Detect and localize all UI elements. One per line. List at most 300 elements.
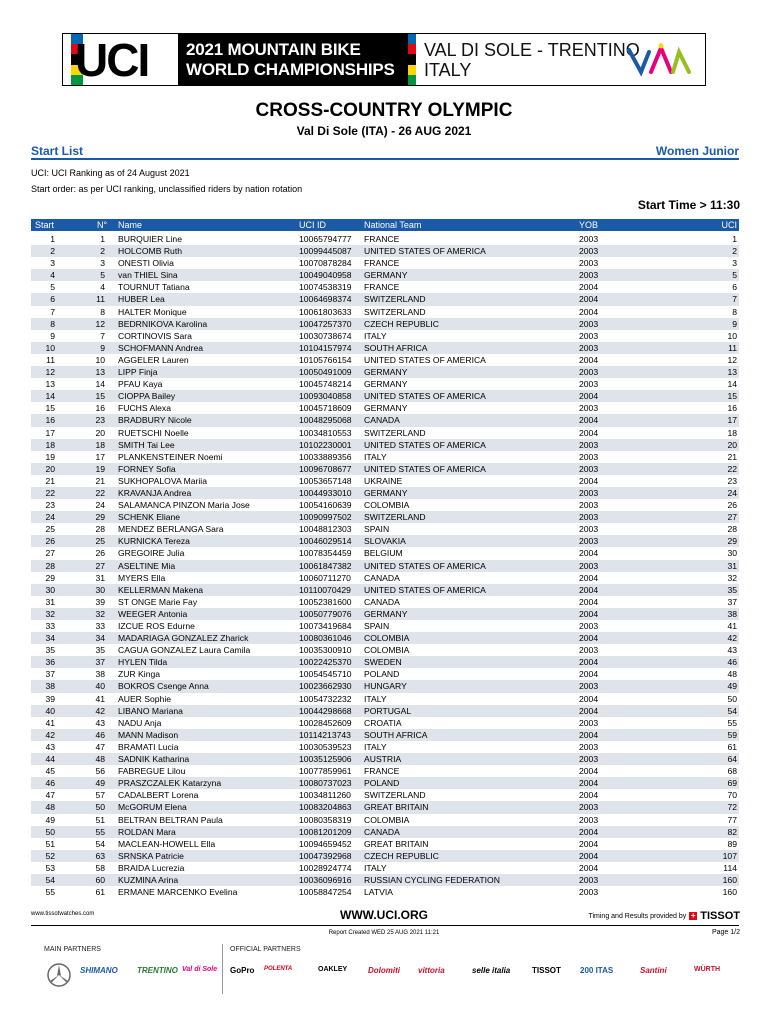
year-of-birth: 2004 <box>579 584 599 595</box>
national-team: CANADA <box>364 826 400 837</box>
national-team: UNITED STATES OF AMERICA <box>364 584 486 595</box>
table-row <box>31 245 739 257</box>
rider-name: MYERS Ella <box>118 572 166 583</box>
bib-number: 57 <box>95 790 105 801</box>
uci-ranking: 20 <box>727 439 737 450</box>
year-of-birth: 2004 <box>579 657 599 668</box>
bib-number: 7 <box>100 330 105 341</box>
partners-divider <box>222 944 223 994</box>
uci-ranking: 15 <box>727 391 737 402</box>
uci-ranking: 6 <box>732 282 737 293</box>
uci-id: 10048812303 <box>299 524 352 535</box>
uci-ranking: 27 <box>727 512 737 523</box>
year-of-birth: 2004 <box>579 391 599 402</box>
start-position: 24 <box>45 512 55 523</box>
bib-number: 42 <box>95 705 105 716</box>
bib-number: 50 <box>95 802 105 813</box>
itas-logo: 200 ITAS <box>580 966 614 975</box>
report-created: Report Created WED 25 AUG 2021 11:21 <box>328 930 440 936</box>
table-row <box>31 402 739 414</box>
year-of-birth: 2004 <box>579 669 599 680</box>
national-team: GERMANY <box>364 270 408 281</box>
uci-id: 10050491009 <box>299 367 352 378</box>
rider-name: MACLEAN-HOWELL Ella <box>118 838 216 849</box>
national-team: ITALY <box>364 741 387 752</box>
start-position: 11 <box>46 354 55 365</box>
table-row <box>31 620 739 632</box>
bib-number: 38 <box>95 669 105 680</box>
table-row <box>31 318 739 330</box>
table-row <box>31 451 739 463</box>
rider-name: HUBER Lea <box>118 294 165 305</box>
rider-name: KELLERMAN Makena <box>118 584 204 595</box>
uci-ranking: 114 <box>723 862 737 873</box>
ranking-note: UCI: UCI Ranking as of 24 August 2021 <box>31 168 190 178</box>
national-team: CZECH REPUBLIC <box>364 318 439 329</box>
uci-id: 10047392968 <box>299 850 352 861</box>
table-row <box>31 608 739 620</box>
bib-number: 46 <box>95 729 105 740</box>
rider-name: FORNEY Sofia <box>118 463 176 474</box>
page-number: Page 1/2 <box>711 929 740 936</box>
year-of-birth: 2004 <box>579 826 599 837</box>
uci-id: 10077859961 <box>299 766 352 777</box>
uci-ranking: 49 <box>727 681 737 692</box>
uci-id: 10105766154 <box>299 354 352 365</box>
rider-name: WEEGER Antonia <box>118 608 188 619</box>
uci-id: 10061803633 <box>299 306 352 317</box>
start-position: 54 <box>45 874 55 885</box>
start-position: 9 <box>50 330 55 341</box>
rider-name: IZCUE ROS Edurne <box>118 621 195 631</box>
bib-number: 1 <box>100 234 105 244</box>
bib-number: 3 <box>100 258 105 269</box>
bib-number: 25 <box>95 536 105 547</box>
bib-number: 43 <box>95 717 105 728</box>
table-row <box>31 777 739 789</box>
santini-logo: Santini <box>640 966 667 975</box>
rider-name: McGORUM Elena <box>118 802 187 813</box>
banner-rainbow-stripes <box>408 34 416 85</box>
uci-id: 10060711270 <box>299 572 351 583</box>
shimano-logo: SHIMANO <box>80 966 118 975</box>
national-team: UNITED STATES OF AMERICA <box>364 463 486 474</box>
year-of-birth: 2004 <box>579 838 599 849</box>
oakley-logo: OAKLEY <box>318 966 348 973</box>
col-yob: YOB <box>579 220 599 230</box>
start-position: 14 <box>45 391 55 402</box>
table-row <box>31 439 739 451</box>
official-partners-label: OFFICIAL PARTNERS <box>230 946 301 953</box>
table-row <box>31 281 739 293</box>
uci-ranking: 23 <box>727 475 737 486</box>
banner-line-1: 2021 MOUNTAIN BIKE <box>186 39 361 59</box>
rider-name: KRAVANJA Andrea <box>118 487 192 498</box>
table-row <box>31 874 739 886</box>
valdisole-logo: Val di Sole <box>182 966 218 973</box>
bib-number: 41 <box>95 693 105 704</box>
year-of-birth: 2003 <box>579 741 599 752</box>
rider-name: ROLDAN Mara <box>118 826 176 837</box>
national-team: COLOMBIA <box>364 500 410 511</box>
rider-name: KUZMINA Arina <box>118 874 179 885</box>
uci-ranking: 5 <box>732 270 737 281</box>
col-name: Name <box>118 220 143 230</box>
start-position: 42 <box>45 729 55 740</box>
national-team: FRANCE <box>364 234 400 244</box>
start-position: 3 <box>50 258 55 269</box>
table-row <box>31 293 739 305</box>
national-team: POLAND <box>364 778 400 789</box>
start-position: 36 <box>45 657 55 668</box>
national-team: SPAIN <box>364 621 390 631</box>
national-team: CANADA <box>364 415 400 426</box>
table-row <box>31 342 739 354</box>
bib-number: 54 <box>95 838 105 849</box>
table-row <box>31 233 739 245</box>
national-team: GREAT BRITAIN <box>364 802 429 813</box>
table-row <box>31 862 739 874</box>
national-team: COLOMBIA <box>364 814 410 825</box>
gopro-logo: GoPro <box>230 966 255 975</box>
main-partners-label: MAIN PARTNERS <box>44 946 101 953</box>
rider-name: CADALBERT Lorena <box>118 790 199 801</box>
start-position: 43 <box>45 741 55 752</box>
rider-name: RUETSCHI Noelle <box>118 427 189 438</box>
rider-name: SUKHOPALOVA Mariia <box>118 475 207 486</box>
uci-ranking: 42 <box>727 633 737 644</box>
table-row <box>31 523 739 535</box>
national-team: UKRAINE <box>364 475 403 486</box>
championship-title <box>178 34 408 85</box>
table-row <box>31 560 739 572</box>
year-of-birth: 2003 <box>579 681 599 692</box>
uci-id: 10110070429 <box>299 584 351 595</box>
rider-name: ONESTI Olivia <box>118 258 174 269</box>
year-of-birth: 2004 <box>579 596 599 607</box>
year-of-birth: 2004 <box>579 862 599 873</box>
year-of-birth: 2003 <box>579 487 599 498</box>
uci-ranking: 38 <box>727 608 737 619</box>
bib-number: 63 <box>95 850 105 861</box>
year-of-birth: 2003 <box>579 379 599 390</box>
start-position: 19 <box>45 451 55 462</box>
uci-ranking: 50 <box>727 693 737 704</box>
rider-name: PRASZCZALEK Katarzyna <box>118 778 222 789</box>
national-team: SOUTH AFRICA <box>364 729 428 740</box>
bib-number: 60 <box>95 874 105 885</box>
rider-name: HALTER Monique <box>118 306 187 317</box>
uci-ranking: 16 <box>727 403 737 414</box>
uci-ranking: 37 <box>727 596 737 607</box>
col-team: National Team <box>364 220 422 230</box>
start-position: 50 <box>45 826 55 837</box>
table-row <box>31 475 739 487</box>
table-row <box>31 269 739 281</box>
uci-url[interactable]: WWW.UCI.ORG <box>340 908 428 922</box>
table-row <box>31 390 739 402</box>
national-team: UNITED STATES OF AMERICA <box>364 391 486 402</box>
start-position: 49 <box>45 814 55 825</box>
national-team: UNITED STATES OF AMERICA <box>364 354 486 365</box>
tissot-logo: TISSOT <box>532 966 561 975</box>
bib-number: 51 <box>95 814 105 825</box>
bib-number: 14 <box>95 379 105 390</box>
national-team: SWEDEN <box>364 657 402 668</box>
bib-number: 37 <box>95 657 105 668</box>
start-position: 20 <box>45 463 55 474</box>
year-of-birth: 2004 <box>579 633 599 644</box>
uci-ranking: 61 <box>727 741 737 752</box>
location-line-2: ITALY <box>424 59 472 80</box>
rider-name: SALAMANCA PINZON Maria Jose <box>118 500 250 511</box>
uci-ranking: 35 <box>727 584 737 595</box>
rider-name: van THIEL Sina <box>118 270 178 281</box>
uci-ranking: 8 <box>732 306 737 317</box>
uci-ranking: 24 <box>727 487 737 498</box>
uci-id: 10104157974 <box>299 342 352 353</box>
uci-id: 10045748214 <box>299 379 352 390</box>
year-of-birth: 2004 <box>579 608 599 619</box>
uci-ranking: 48 <box>727 669 737 680</box>
uci-id: 10044933010 <box>299 487 352 498</box>
footer-divider <box>31 925 739 926</box>
bib-number: 33 <box>95 621 105 631</box>
uci-id: 10090997502 <box>299 512 352 523</box>
uci-ranking: 89 <box>727 838 737 849</box>
location-line-1: VAL DI SOLE - TRENTINO <box>424 39 640 60</box>
year-of-birth: 2004 <box>579 778 599 789</box>
table-row <box>31 511 739 523</box>
bib-number: 55 <box>95 826 105 837</box>
col-start: Start <box>35 220 55 230</box>
bib-number: 19 <box>95 463 105 474</box>
national-team: CANADA <box>364 572 400 583</box>
rider-name: HYLEN Tilda <box>118 657 168 668</box>
rider-name: ZUR Kinga <box>118 669 161 680</box>
bib-number: 29 <box>95 512 105 523</box>
uci-id: 10045718609 <box>299 403 352 414</box>
uci-id: 10114213743 <box>299 729 351 740</box>
start-position: 2 <box>50 246 55 257</box>
start-position: 12 <box>45 367 55 378</box>
uci-ranking: 55 <box>727 717 737 728</box>
year-of-birth: 2003 <box>579 717 599 728</box>
year-of-birth: 2004 <box>579 729 599 740</box>
national-team: HUNGARY <box>364 681 407 692</box>
start-position: 33 <box>45 621 55 631</box>
bib-number: 34 <box>95 633 105 644</box>
table-row <box>31 330 739 342</box>
uci-ranking: 70 <box>727 790 737 801</box>
uci-id: 10044298668 <box>299 705 352 716</box>
year-of-birth: 2004 <box>579 705 599 716</box>
table-row <box>31 487 739 499</box>
year-of-birth: 2004 <box>579 354 599 365</box>
uci-id: 10096708677 <box>299 463 352 474</box>
trentino-logo: TRENTINO <box>137 966 178 975</box>
uci-id: 10073419684 <box>299 621 352 631</box>
start-position: 38 <box>45 681 55 692</box>
table-row <box>31 596 739 608</box>
bib-number: 58 <box>95 862 105 873</box>
national-team: SOUTH AFRICA <box>364 342 428 353</box>
bib-number: 5 <box>100 270 105 281</box>
national-team: FRANCE <box>364 282 400 293</box>
rider-name: SCHOFMANN Andrea <box>118 342 204 353</box>
year-of-birth: 2004 <box>579 548 599 559</box>
mercedes-logo-icon <box>46 962 72 988</box>
rider-name: MANN Madison <box>118 729 179 740</box>
national-team: ITALY <box>364 451 387 462</box>
start-position: 52 <box>45 850 55 861</box>
uci-id: 10061847382 <box>299 560 352 571</box>
tissot-url[interactable]: www.tissotwatches.com <box>31 911 95 917</box>
uci-id: 10054160639 <box>299 500 352 511</box>
uci-id: 10035125906 <box>299 754 352 765</box>
bib-number: 27 <box>95 560 105 571</box>
uci-id: 10074538319 <box>299 282 352 293</box>
start-position: 51 <box>45 838 55 849</box>
national-team: PORTUGAL <box>364 705 412 716</box>
uci-ranking: 12 <box>727 354 737 365</box>
rider-name: KURNICKA Tereza <box>118 536 190 547</box>
table-row <box>31 729 739 741</box>
rider-name: BOKROS Csenge Anna <box>118 681 209 692</box>
bib-number: 17 <box>95 451 105 462</box>
rider-name: MENDEZ BERLANGA Sara <box>118 524 224 535</box>
uci-id: 10050779076 <box>299 608 352 619</box>
start-position: 48 <box>45 802 55 813</box>
uci-ranking: 43 <box>727 645 737 656</box>
uci-ranking: 11 <box>728 342 737 353</box>
dolomiti-logo: Dolomiti <box>368 966 400 975</box>
bib-number: 23 <box>95 415 105 426</box>
section-category: Women Junior <box>655 144 739 158</box>
uci-id: 10028452609 <box>299 717 352 728</box>
uci-ranking: 46 <box>727 657 737 668</box>
uci-id: 10053657148 <box>299 475 352 486</box>
year-of-birth: 2003 <box>579 367 599 378</box>
uci-id: 10052381600 <box>299 596 352 607</box>
table-row <box>31 547 739 559</box>
national-team: SPAIN <box>364 524 390 535</box>
uci-id: 10030539523 <box>299 741 352 752</box>
table-row <box>31 680 739 692</box>
bib-number: 40 <box>95 681 105 692</box>
bib-number: 49 <box>95 778 105 789</box>
rider-name: FABREGUE Lilou <box>118 766 186 777</box>
uci-id: 10083204863 <box>299 802 352 813</box>
bib-number: 12 <box>95 318 105 329</box>
uci-id: 10080358319 <box>299 814 352 825</box>
table-row <box>31 535 739 547</box>
table-row <box>31 427 739 439</box>
year-of-birth: 2003 <box>579 512 599 523</box>
start-position: 27 <box>45 548 55 559</box>
year-of-birth: 2004 <box>579 475 599 486</box>
rider-name: HOLCOMB Ruth <box>118 246 182 257</box>
rider-name: ERMANE MARCENKO Evelina <box>118 887 238 898</box>
table-row <box>31 414 739 426</box>
bib-number: 8 <box>100 306 105 317</box>
timing-brand: TISSOT <box>700 910 740 922</box>
national-team: ITALY <box>364 330 387 341</box>
table-row <box>31 717 739 729</box>
table-row <box>31 572 739 584</box>
start-time: Start Time > 11:30 <box>637 198 740 212</box>
national-team: SWITZERLAND <box>364 512 426 523</box>
year-of-birth: 2003 <box>579 802 599 813</box>
year-of-birth: 2003 <box>579 814 599 825</box>
uci-id: 10080737023 <box>299 778 352 789</box>
start-position: 22 <box>45 487 55 498</box>
uci-id: 10065794777 <box>299 234 352 244</box>
national-team: UNITED STATES OF AMERICA <box>364 560 486 571</box>
start-position: 25 <box>45 524 55 535</box>
timing-text: Timing and Results provided by <box>588 912 687 920</box>
bib-number: 22 <box>95 487 105 498</box>
national-team: GERMANY <box>364 367 408 378</box>
national-team: GERMANY <box>364 487 408 498</box>
table-row <box>31 850 739 862</box>
uci-ranking: 22 <box>727 463 737 474</box>
year-of-birth: 2003 <box>579 270 599 281</box>
uci-ranking: 18 <box>727 427 737 438</box>
uci-id: 10034810553 <box>299 427 352 438</box>
bib-number: 21 <box>95 475 105 486</box>
uci-logo <box>63 34 178 85</box>
uci-id: 10054732232 <box>299 693 352 704</box>
rider-name: CORTINOVIS Sara <box>118 330 192 341</box>
table-row <box>31 644 739 656</box>
rider-name: LIBANO Mariana <box>118 705 183 716</box>
national-team: CROATIA <box>364 717 402 728</box>
national-team: CANADA <box>364 596 400 607</box>
uci-logo-text: UCI <box>75 34 149 86</box>
table-row <box>31 366 739 378</box>
uci-id: 10030738674 <box>299 330 352 341</box>
national-team: CZECH REPUBLIC <box>364 850 439 861</box>
national-team: AUSTRIA <box>364 754 402 765</box>
uci-ranking: 72 <box>727 802 737 813</box>
start-position: 23 <box>45 500 55 511</box>
uci-id: 10028924774 <box>299 862 352 873</box>
start-position: 15 <box>45 403 55 414</box>
national-team: COLOMBIA <box>364 645 410 656</box>
start-position: 18 <box>45 439 55 450</box>
table-row <box>31 765 739 777</box>
rider-name: SCHENK Eliane <box>118 512 181 523</box>
start-position: 53 <box>45 862 55 873</box>
uci-ranking: 69 <box>727 778 737 789</box>
rider-name: TOURNUT Tatiana <box>118 282 190 293</box>
bib-number: 2 <box>100 246 105 257</box>
national-team: GERMANY <box>364 379 408 390</box>
year-of-birth: 2003 <box>579 330 599 341</box>
uci-ranking: 10 <box>727 330 737 341</box>
rider-name: FUCHS Alexa <box>118 403 172 414</box>
table-row <box>31 753 739 765</box>
year-of-birth: 2003 <box>579 560 599 571</box>
rider-name: LIPP Finja <box>118 367 158 378</box>
year-of-birth: 2003 <box>579 318 599 329</box>
rider-name: BRADBURY Nicole <box>118 415 192 426</box>
rider-name: BRAIDA Lucrezia <box>118 862 185 873</box>
uci-ranking: 107 <box>722 850 737 861</box>
start-position: 13 <box>45 379 55 390</box>
table-row <box>31 257 739 269</box>
